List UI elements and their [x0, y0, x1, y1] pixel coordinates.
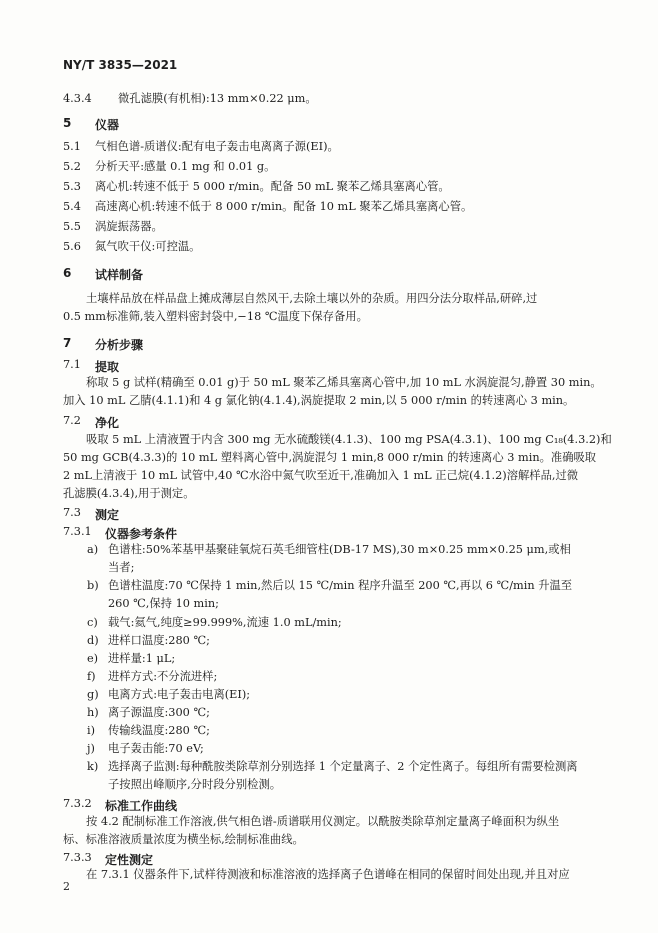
clause-text: 涡旋振荡器。: [95, 220, 163, 233]
paragraph-line: 称取 5 g 试样(精确至 0.01 g)于 50 mL 聚苯乙烯具塞离心管中,加 10 mL 水涡旋混匀,静置 30 min。: [86, 376, 602, 389]
page-number: 2: [63, 880, 70, 893]
clause-number: 7.3.3: [63, 851, 92, 864]
list-marker: b): [87, 579, 99, 592]
clause-title: 仪器参考条件: [105, 527, 178, 541]
section-number: 6: [63, 266, 72, 280]
section-title: 分析步骤: [95, 338, 144, 352]
list-item-line: 色谱柱:50%苯基甲基聚硅氧烷石英毛细管柱(DB-17 MS),30 m×0.25 mm×0.25 μm,或相: [108, 543, 571, 556]
clause-text: 离心机:转速不低于 5 000 r/min。配备 50 mL 聚苯乙烯具塞离心管。: [95, 180, 450, 193]
paragraph-line: 0.5 mm标准筛,装入塑料密封袋中,−18 ℃温度下保存备用。: [63, 310, 368, 323]
list-marker: c): [87, 616, 98, 629]
clause-title: 测定: [95, 508, 120, 522]
list-item-line: 进样方式:不分流进样;: [108, 670, 218, 683]
paragraph-line: 50 mg GCB(4.3.3)的 10 mL 塑料离心管中,涡旋混匀 1 min,8 000 r/min 的转速离心 3 min。准确吸取: [63, 451, 597, 464]
list-item-line: 进样量:1 μL;: [108, 652, 176, 665]
clause-number: 7.3: [63, 506, 81, 519]
section-number: 5: [63, 116, 72, 130]
clause-text: 氮气吹干仪:可控温。: [95, 240, 201, 253]
clause-number: 4.3.4: [63, 92, 92, 105]
clause-number: 5.4: [63, 200, 81, 213]
section-number: 7: [63, 336, 72, 350]
list-marker: e): [87, 652, 99, 665]
paragraph-line: 标、标准溶液质量浓度为横坐标,绘制标准曲线。: [63, 833, 304, 846]
paragraph-line: 在 7.3.1 仪器条件下,试样待测液和标准溶液的选择离子色谱峰在相同的保留时间处出现,并且对应: [86, 868, 570, 881]
standard-number: NY/T 3835—2021: [63, 58, 178, 72]
clause-title: 提取: [95, 360, 120, 374]
list-item-line: 载气:氦气,纯度≥99.999%,流速 1.0 mL/min;: [108, 616, 342, 629]
list-marker: h): [87, 706, 99, 719]
section-title: 试样制备: [95, 268, 144, 282]
clause-number: 5.2: [63, 160, 81, 173]
list-marker: j): [87, 742, 95, 755]
list-item-line: 子按照出峰顺序,分时段分别检测。: [108, 778, 282, 791]
list-item-line: 当者;: [108, 561, 135, 574]
list-marker: g): [87, 688, 99, 701]
clause-text: 气相色谱-质谱仪:配有电子轰击电离离子源(EI)。: [95, 140, 339, 153]
clause-number: 5.6: [63, 240, 81, 253]
list-item-line: 离子源温度:300 ℃;: [108, 706, 210, 719]
list-marker: f): [87, 670, 96, 683]
section-title: 仪器: [95, 118, 120, 132]
clause-title: 净化: [95, 416, 120, 430]
clause-number: 7.3.1: [63, 525, 92, 538]
clause-title: 标准工作曲线: [105, 799, 178, 813]
paragraph-line: 加入 10 mL 乙腈(4.1.1)和 4 g 氯化钠(4.1.4),涡旋提取 2 min,以 5 000 r/min 的转速离心 3 min。: [63, 394, 575, 407]
paragraph-line: 吸取 5 mL 上清液置于内含 300 mg 无水硫酸镁(4.1.3)、100 mg PSA(4.3.1)、100 mg C₁₈(4.3.2)和: [86, 433, 612, 446]
list-marker: k): [87, 760, 99, 773]
list-item-line: 260 ℃,保持 10 min;: [108, 597, 219, 610]
list-item-line: 传输线温度:280 ℃;: [108, 724, 210, 737]
list-item-line: 色谱柱温度:70 ℃保持 1 min,然后以 15 ℃/min 程序升温至 200 ℃,再以 6 ℃/min 升温至: [108, 579, 573, 592]
paragraph-line: 土壤样品放在样品盘上摊成薄层自然风干,去除土壤以外的杂质。用四分法分取样品,研碎,过: [86, 292, 538, 305]
paragraph-line: 2 mL上清液于 10 mL 试管中,40 ℃水浴中氮气吹至近干,准确加入 1 mL 正己烷(4.1.2)溶解样品,过微: [63, 469, 579, 482]
list-marker: d): [87, 634, 99, 647]
clause-number: 5.5: [63, 220, 81, 233]
clause-text: 高速离心机:转速不低于 8 000 r/min。配备 10 mL 聚苯乙烯具塞离心管。: [95, 200, 473, 213]
clause-text: 分析天平:感量 0.1 mg 和 0.01 g。: [95, 160, 276, 173]
clause-title: 定性测定: [105, 853, 154, 867]
clause-number: 5.1: [63, 140, 81, 153]
list-marker: a): [87, 543, 99, 556]
clause-number: 7.2: [63, 414, 81, 427]
paragraph-line: 孔滤膜(4.3.4),用于测定。: [63, 487, 195, 500]
list-item-line: 进样口温度:280 ℃;: [108, 634, 210, 647]
clause-number: 7.3.2: [63, 797, 92, 810]
list-item-line: 电离方式:电子轰击电离(EI);: [108, 688, 251, 701]
clause-number: 7.1: [63, 358, 81, 371]
clause-number: 5.3: [63, 180, 81, 193]
paragraph-line: 按 4.2 配制标准工作溶液,供气相色谱-质谱联用仪测定。以酰胺类除草剂定量离子峰面积为纵坐: [86, 815, 560, 828]
list-item-line: 电子轰击能:70 eV;: [108, 742, 204, 755]
clause-text: 微孔滤膜(有机相):13 mm×0.22 μm。: [118, 92, 317, 105]
list-marker: i): [87, 724, 96, 737]
list-item-line: 选择离子监测:每种酰胺类除草剂分别选择 1 个定量离子、2 个定性离子。每组所有需要检测离: [108, 760, 578, 773]
